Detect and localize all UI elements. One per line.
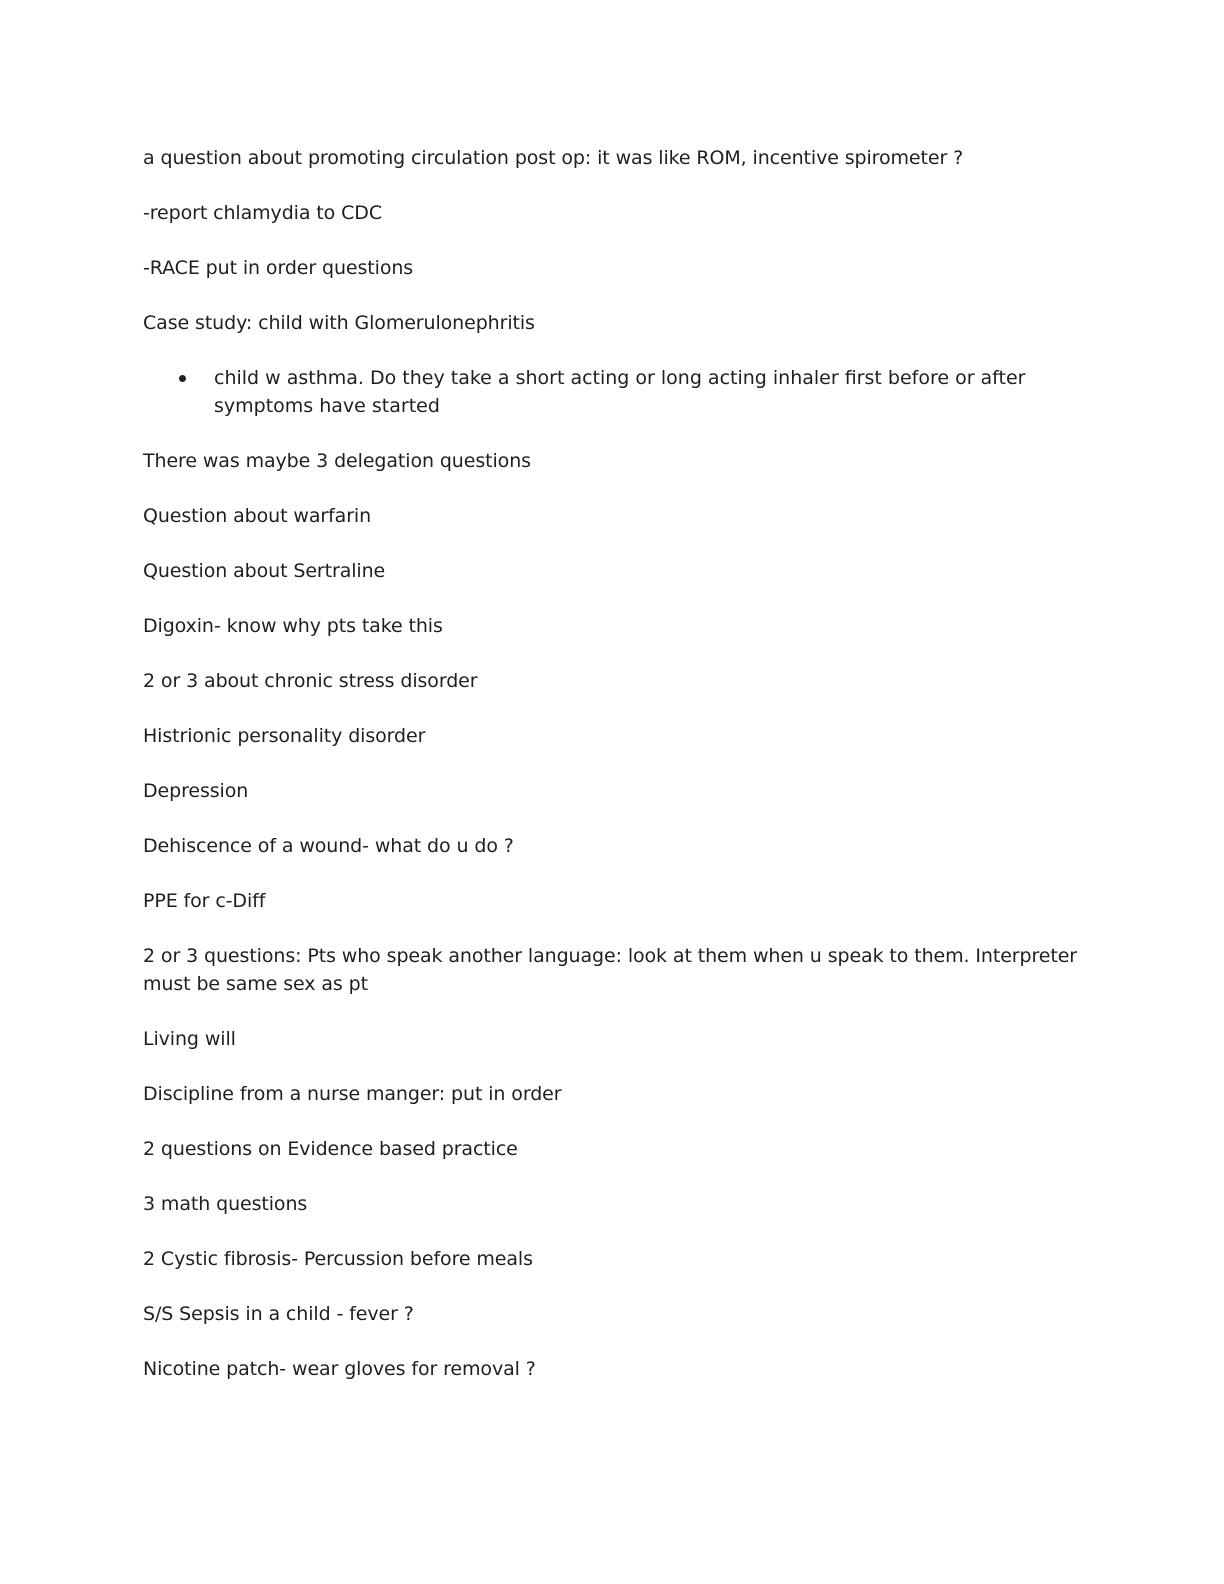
note-line: S/S Sepsis in a child - fever ?	[143, 1303, 414, 1325]
note-line: Discipline from a nurse manger: put in order	[143, 1083, 562, 1105]
note-line: 2 questions on Evidence based practice	[143, 1138, 518, 1160]
note-line: Question about warfarin	[143, 505, 372, 527]
note-line: Digoxin- know why pts take this	[143, 615, 443, 637]
bullet-text: child w asthma. Do they take a short acting or long acting inhaler first before or after symptoms have started	[214, 367, 1026, 417]
note-line: 3 math questions	[143, 1193, 308, 1215]
note-line: Dehiscence of a wound- what do u do ?	[143, 835, 514, 857]
note-line: PPE for c-Diff	[143, 890, 266, 912]
note-line: 2 or 3 about chronic stress disorder	[143, 670, 478, 692]
note-line: Histrionic personality disorder	[143, 725, 426, 747]
note-line: Question about Sertraline	[143, 560, 386, 582]
note-line: There was maybe 3 delegation questions	[143, 450, 531, 472]
note-line: 2 or 3 questions: Pts who speak another language: look at them when u speak to them. Interpreter must be same sex as pt	[143, 945, 1077, 995]
note-line: Depression	[143, 780, 249, 802]
note-line: Case study: child with Glomerulonephritis	[143, 312, 535, 334]
note-line: Nicotine patch- wear gloves for removal ?	[143, 1358, 536, 1380]
note-line: Living will	[143, 1028, 236, 1050]
note-line: a question about promoting circulation post op: it was like ROM, incentive spirometer ?	[143, 147, 964, 169]
bullet-point-icon	[179, 375, 186, 382]
note-line: -report chlamydia to CDC	[143, 202, 382, 224]
bullet-list-item	[143, 364, 1083, 420]
note-line: -RACE put in order questions	[143, 257, 414, 279]
document-page	[143, 144, 1083, 1410]
bullet-list	[143, 364, 1083, 420]
note-line: 2 Cystic fibrosis- Percussion before meals	[143, 1248, 533, 1270]
